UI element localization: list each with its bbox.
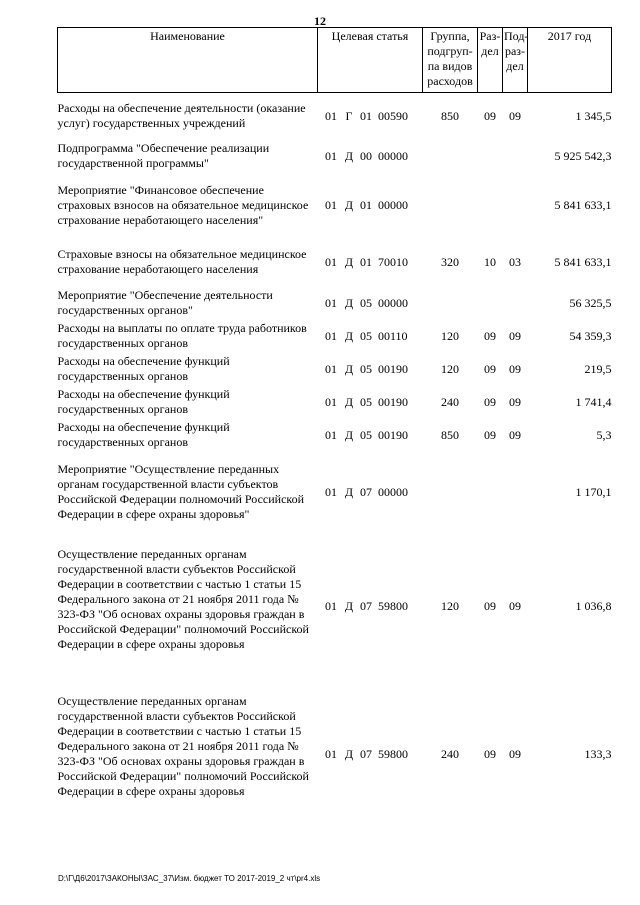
target-code-part: Д — [344, 427, 354, 442]
target-code-part: 01 — [325, 254, 337, 269]
column-header-target: Целевая статья — [318, 28, 423, 93]
row-subsection — [503, 173, 528, 238]
row-subsection: 09 — [509, 427, 521, 442]
row-section: 09 — [484, 427, 496, 442]
target-code-part: 00590 — [378, 108, 408, 123]
target-code-part: 05 — [360, 328, 372, 343]
column-header-section: Раз-дел — [478, 28, 503, 93]
target-code-part: 01 — [325, 295, 337, 310]
row-name: Расходы на обеспечение деятельности (оказание услуг) государственных учреждений — [57, 101, 306, 131]
row-amount: 133,3 — [584, 747, 612, 761]
target-code-part: 05 — [360, 361, 372, 376]
row-target-code — [318, 680, 423, 830]
table-row — [58, 287, 612, 320]
table-row — [58, 320, 612, 353]
row-section: 09 — [484, 361, 496, 376]
row-name: Осуществление переданных органам государственной власти субъектов Российской Федерации в соответствии с частью 1 статьи 15 Федерального закона от 21 ноября 2011 года № 323-ФЗ "Об основах охраны здоровья граждан в Российской Федерации" полномочий Российской Федерации в сфере охраны здоровья — [57, 546, 309, 651]
target-code-part: Д — [344, 394, 354, 409]
target-code-part: 00190 — [378, 427, 408, 442]
row-name: Осуществление переданных органам государственной власти субъектов Российской Федерации в соответствии с частью 1 статьи 15 Федерального закона от 21 ноября 2011 года № 323-ФЗ "Об основах охраны здоровья граждан в Российской Федерации" полномочий Российской Федерации в сфере охраны здоровья — [57, 693, 309, 798]
target-code-part: 59800 — [378, 747, 408, 761]
row-amount: 1 036,8 — [575, 598, 612, 613]
target-code-part: 01 — [325, 328, 337, 343]
row-section — [478, 173, 503, 238]
target-code-part: 00190 — [378, 394, 408, 409]
target-code-part: 07 — [360, 484, 372, 499]
row-name: Мероприятие "Обеспечение деятельности государственных органов" — [57, 288, 273, 317]
target-code-part: 01 — [325, 484, 337, 499]
row-name: Подпрограмма "Обеспечение реализации государственной программы" — [57, 141, 270, 170]
row-amount: 5 841 633,1 — [554, 197, 612, 212]
row-group: 850 — [441, 108, 459, 123]
row-amount: 5 925 542,3 — [554, 148, 612, 163]
target-code-part: 01 — [325, 427, 337, 442]
row-target-code — [318, 386, 423, 419]
row-section — [478, 140, 503, 173]
target-code-part: 01 — [325, 598, 337, 613]
row-section: 09 — [484, 328, 496, 343]
row-amount: 56 325,5 — [569, 295, 612, 310]
target-code-part: 05 — [360, 394, 372, 409]
target-code-part: Д — [344, 148, 354, 163]
file-path-footer: D:\Г\Д6\2017\ЗАКОНЫ\ЗАС_37\Изм. бюджет ТО 2017-2019_2 чт\pr4.xls — [58, 874, 321, 883]
target-code-part: 01 — [325, 148, 337, 163]
row-amount: 1 170,1 — [575, 484, 612, 499]
table-row — [58, 419, 612, 452]
row-name: Расходы на обеспечение функций государственных органов — [57, 420, 230, 449]
row-section: 09 — [484, 394, 496, 409]
target-code-part: Д — [344, 328, 354, 343]
table-row — [58, 140, 612, 173]
row-name: Расходы на обеспечение функций государственных органов — [57, 387, 230, 416]
target-code-part: Г — [345, 108, 353, 123]
column-header-subsection: Под-раз-дел — [503, 28, 528, 93]
row-group: 850 — [441, 427, 459, 442]
row-group: 120 — [441, 328, 459, 343]
target-code-part: 00110 — [378, 328, 408, 343]
target-code-part: 01 — [360, 197, 372, 212]
target-code-part: 01 — [325, 108, 337, 123]
row-subsection: 09 — [509, 394, 521, 409]
row-amount: 5,3 — [596, 427, 612, 442]
target-code-part: 00000 — [378, 197, 408, 212]
row-group: 240 — [441, 394, 459, 409]
table-row — [58, 238, 612, 287]
row-target-code — [318, 238, 423, 287]
row-group — [423, 287, 478, 320]
row-subsection: 09 — [509, 361, 521, 376]
row-section: 10 — [484, 254, 496, 269]
target-code-part: Д — [344, 484, 354, 499]
table-row — [58, 93, 612, 140]
page-number: 12 — [314, 14, 326, 28]
target-code-part: 00000 — [378, 148, 408, 163]
target-code-part: Д — [344, 747, 354, 761]
row-amount: 5 841 633,1 — [554, 254, 612, 269]
table-row — [58, 452, 612, 533]
row-amount: 54 359,3 — [569, 328, 612, 343]
target-code-part: 05 — [360, 295, 372, 310]
row-target-code — [318, 140, 423, 173]
row-group: 120 — [441, 361, 459, 376]
row-target-code — [318, 287, 423, 320]
row-group — [423, 140, 478, 173]
column-header-name: Наименование — [58, 28, 318, 93]
target-code-part: 00 — [360, 148, 372, 163]
target-code-part: Д — [344, 295, 354, 310]
row-group: 120 — [441, 598, 459, 613]
row-name: Мероприятие "Осуществление переданных органам государственной власти субъектов Российской Федерации полномочий Российской Федерации в сфере охраны здоровья" — [57, 462, 305, 521]
row-target-code — [318, 533, 423, 680]
row-target-code — [318, 452, 423, 533]
row-amount: 219,5 — [584, 361, 612, 376]
row-subsection: 09 — [509, 328, 521, 343]
target-code-part: 01 — [360, 254, 372, 269]
target-code-part: 01 — [325, 197, 337, 212]
row-subsection: 09 — [509, 108, 521, 123]
target-code-part: 59800 — [378, 598, 408, 613]
row-amount: 1 345,5 — [575, 108, 612, 123]
row-target-code — [318, 173, 423, 238]
row-amount: 1 741,4 — [575, 394, 612, 409]
row-section — [478, 287, 503, 320]
column-header-group: Группа, подгруп-па видов расходов — [423, 28, 478, 93]
budget-table — [57, 27, 612, 830]
target-code-part: Д — [344, 254, 354, 269]
row-section: 09 — [484, 108, 496, 123]
row-subsection: 09 — [509, 747, 521, 761]
target-code-part: 01 — [325, 747, 337, 761]
row-name: Расходы на обеспечение функций государственных органов — [57, 354, 230, 383]
row-target-code — [318, 320, 423, 353]
row-subsection: 09 — [509, 598, 521, 613]
row-subsection: 03 — [509, 254, 521, 269]
target-code-part: Д — [344, 361, 354, 376]
row-name: Страховые взносы на обязательное медицинское страхование неработающего населения — [57, 247, 307, 276]
target-code-part: 00190 — [378, 361, 408, 376]
target-code-part: 07 — [360, 598, 372, 613]
row-group: 240 — [441, 747, 459, 761]
row-target-code — [318, 419, 423, 452]
table-row — [58, 533, 612, 680]
target-code-part: Д — [344, 197, 354, 212]
table-header-row — [58, 28, 612, 93]
table-row — [58, 386, 612, 419]
row-subsection — [503, 452, 528, 533]
row-group — [423, 452, 478, 533]
target-code-part: 01 — [325, 361, 337, 376]
row-group: 320 — [441, 254, 459, 269]
row-subsection — [503, 140, 528, 173]
target-code-part: 07 — [360, 747, 372, 761]
row-target-code — [318, 353, 423, 386]
row-name: Расходы на выплаты по оплате труда работников государственных органов — [57, 321, 307, 350]
row-target-code — [318, 93, 423, 140]
table-row — [58, 353, 612, 386]
table-row — [58, 173, 612, 238]
target-code-part: 05 — [360, 427, 372, 442]
target-code-part: 00000 — [378, 484, 408, 499]
row-group — [423, 173, 478, 238]
table-row — [58, 680, 612, 830]
target-code-part: Д — [344, 598, 354, 613]
row-subsection — [503, 287, 528, 320]
row-section: 09 — [484, 747, 496, 761]
target-code-part: 00000 — [378, 295, 408, 310]
row-name: Мероприятие "Финансовое обеспечение страховых взносов на обязательное медицинское страхование неработающего населения" — [57, 182, 309, 227]
target-code-part: 01 — [325, 394, 337, 409]
row-section — [478, 452, 503, 533]
column-header-year: 2017 год — [528, 28, 612, 93]
row-section: 09 — [484, 598, 496, 613]
target-code-part: 70010 — [378, 254, 408, 269]
target-code-part: 01 — [360, 108, 372, 123]
